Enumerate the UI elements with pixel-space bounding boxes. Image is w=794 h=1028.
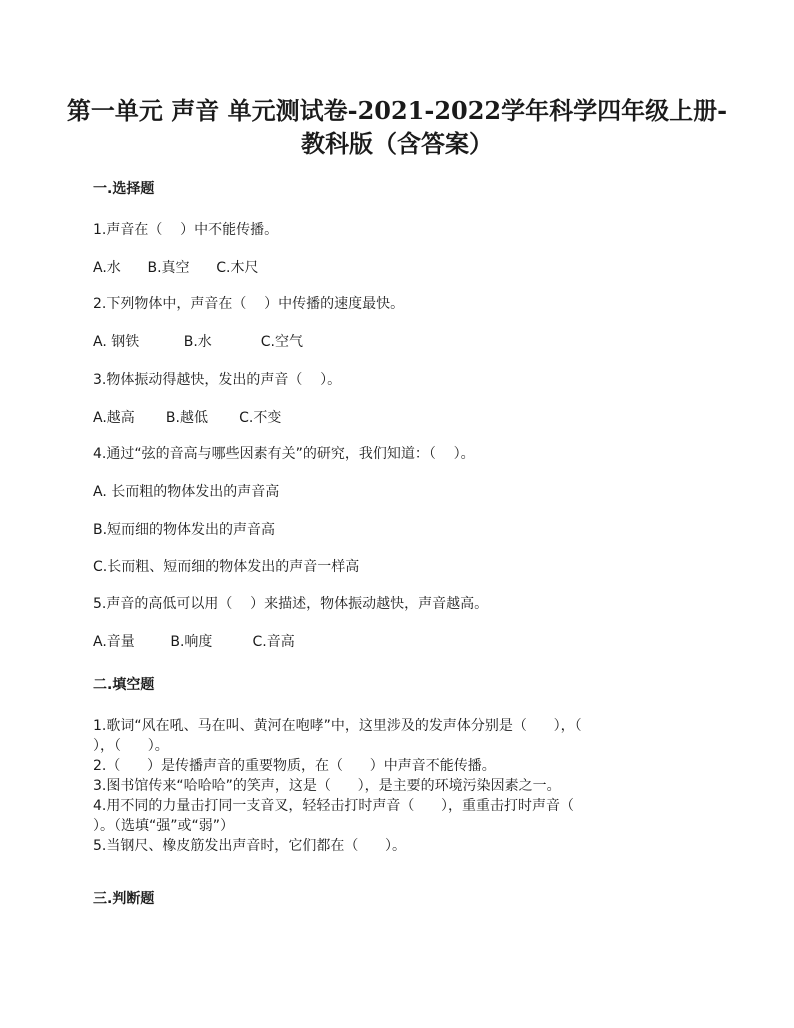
question-1-options: A.水 B.真空 C.木尺 — [93, 260, 259, 276]
fill-in-question-1-line-2: ），（ ）。 — [93, 738, 169, 754]
question-3-options: A.越高 B.越低 C.不变 — [93, 410, 282, 426]
fill-in-question-5: 5.当钢尺、橡皮筋发出声音时，它们都在（ ）。 — [93, 838, 407, 854]
section-heading-true-false: 三.判断题 — [93, 891, 155, 907]
fill-in-question-1-line-1: 1.歌词“风在吼、马在叫、黄河在咆哮”中，这里涉及的发声体分别是（ ），（ — [93, 718, 582, 734]
fill-in-question-4-line-2: ）。（选填“强”或“弱”） — [93, 818, 235, 834]
question-4-option-a: A. 长而粗的物体发出的声音高 — [93, 484, 280, 500]
document-title-line-2: 教科版（含答案） — [301, 129, 493, 158]
question-1: 1.声音在（ ）中不能传播。 — [93, 222, 279, 238]
question-4: 4.通过“弦的音高与哪些因素有关”的研究，我们知道：（ ）。 — [93, 446, 475, 462]
question-3: 3.物体振动得越快，发出的声音（ ）。 — [93, 372, 342, 388]
section-heading-multiple-choice: 一.选择题 — [93, 181, 155, 197]
question-4-option-b: B.短而细的物体发出的声音高 — [93, 522, 276, 538]
document-title-line-1: 第一单元 声音 单元测试卷-2021-2022学年科学四年级上册- — [66, 96, 728, 125]
question-4-option-c: C.长而粗、短而细的物体发出的声音一样高 — [93, 559, 360, 575]
fill-in-question-2: 2.（ ）是传播声音的重要物质，在（ ）中声音不能传播。 — [93, 758, 496, 774]
question-2: 2.下列物体中，声音在（ ）中传播的速度最快。 — [93, 296, 405, 312]
fill-in-questions — [93, 716, 713, 856]
fill-in-question-4-line-1: 4.用不同的力量击打同一支音叉，轻轻击打时声音（ ），重重击打时声音（ — [93, 798, 575, 814]
question-5-options: A.音量 B.响度 C.音高 — [93, 634, 295, 650]
section-heading-fill-in: 二.填空题 — [93, 677, 155, 693]
question-5: 5.声音的高低可以用（ ）来描述，物体振动越快，声音越高。 — [93, 596, 489, 612]
fill-in-question-3: 3.图书馆传来“哈哈哈”的笑声，这是（ ），是主要的环境污染因素之一。 — [93, 778, 561, 794]
question-2-options: A. 钢铁 B.水 C.空气 — [93, 334, 303, 350]
